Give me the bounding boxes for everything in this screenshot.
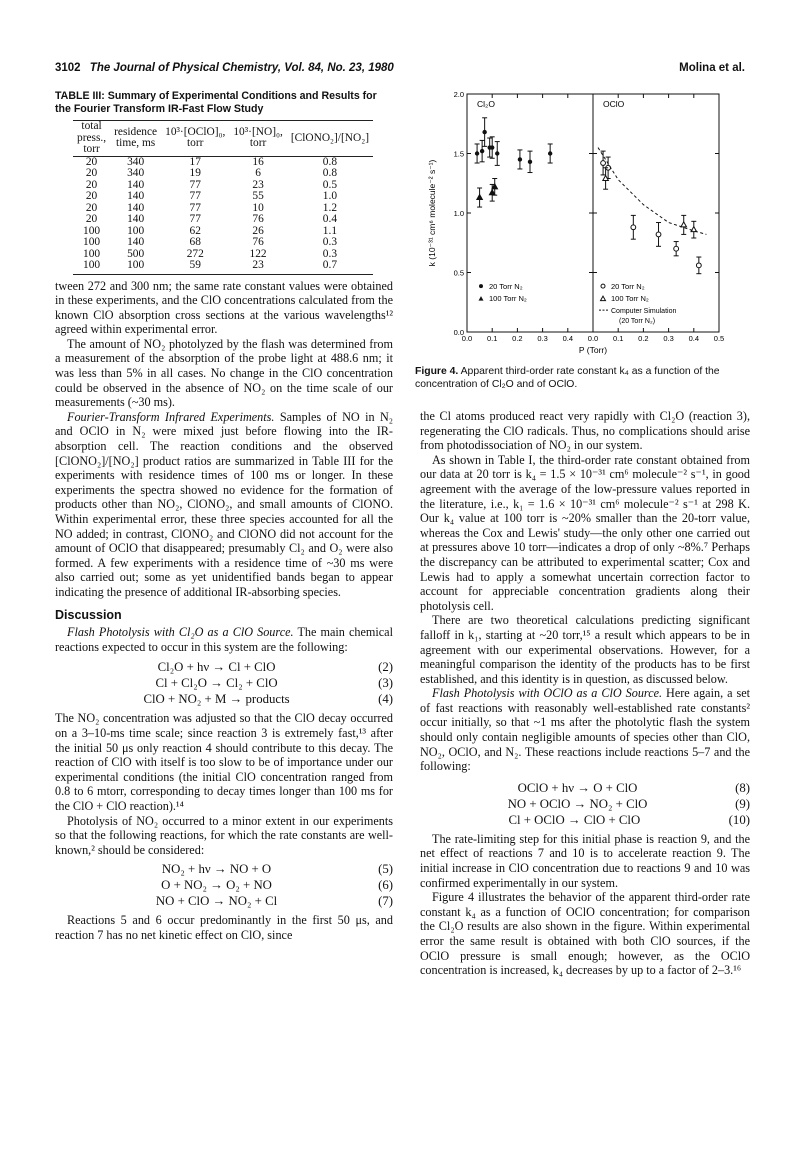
y-tick-label: 1.0 bbox=[453, 209, 464, 218]
paragraph: There are two theoretical calculations predicting significant falloff in k₁, starting at ~20 torr,¹⁵ a result which appears to be in agreement with our experimental observations. However, for a meaningful comparison the identity of the products has to be first established, and this identity is in question, as discussed below. bbox=[420, 613, 750, 686]
table-cell: 26 bbox=[252, 224, 264, 237]
table-cell: 20 bbox=[85, 201, 98, 214]
data-point bbox=[674, 246, 679, 251]
table-row bbox=[73, 191, 373, 203]
y-tick-label: 1.5 bbox=[453, 149, 464, 159]
table-cell: 1.2 bbox=[322, 201, 338, 214]
left-text bbox=[55, 279, 393, 943]
table-cell: 0.3 bbox=[322, 236, 338, 248]
table-cell: 23 bbox=[252, 178, 264, 191]
table-header: residence time, ms bbox=[114, 125, 158, 150]
data-point bbox=[495, 151, 499, 155]
equation: Cl + Cl₂O → Cl₂ + ClO (3) bbox=[155, 676, 393, 691]
table-cell: 68 bbox=[189, 236, 201, 248]
table-cell: 20 bbox=[85, 167, 98, 179]
paragraph: the Cl atoms produced react very rapidly with Cl₂O (reaction 3), regenerating the ClO radicals. Thus, no complications should arise from photodissociation of NO₂ in our system. bbox=[420, 409, 750, 453]
paragraph: Photolysis of NO₂ occurred to a minor extent in our experiments so that the following reactions, for which the rate constants are well-known,² should be considered: bbox=[55, 813, 393, 857]
table-row bbox=[73, 168, 373, 180]
x-axis-label: P (Torr) bbox=[578, 345, 608, 355]
section-heading: Discussion bbox=[55, 607, 122, 622]
simulation-curve bbox=[598, 148, 706, 235]
paragraph: The amount of NO₂ photolyzed by the flash was determined from a measurement of the absorption of the probe light at 488.6 nm; it was less than 5% in all cases. No change in the ClO concentration could be observed in the absence of NO₂ on the time scale of our measurements (~30 ms). bbox=[55, 336, 393, 410]
paragraph: Flash Photolysis with Cl₂O as a ClO Source. The main chemical reactions expected to occur in this system are the following: bbox=[55, 625, 393, 654]
legend-label: (20 Torr N₂) bbox=[619, 318, 656, 326]
table-header: 10³·[NO]₀, torr bbox=[233, 125, 283, 150]
equation: NO₂ + hν → NO + O (5) bbox=[161, 862, 393, 877]
table-cell: 55 bbox=[252, 190, 264, 202]
table-cell: 100 bbox=[127, 259, 145, 271]
x-tick-label: 0.2 bbox=[638, 334, 649, 343]
legend-marker bbox=[601, 296, 606, 301]
table-row bbox=[73, 214, 373, 226]
legend-label: 100 Torr N₂ bbox=[611, 294, 649, 304]
table-cell: 0.5 bbox=[322, 178, 338, 191]
table-cell: 20 bbox=[85, 190, 98, 202]
y-tick-label: 0.5 bbox=[453, 268, 464, 278]
table-cell: 10 bbox=[252, 201, 264, 214]
legend-marker bbox=[479, 296, 484, 301]
x-tick-label: 0.4 bbox=[688, 334, 700, 343]
legend-label: 100 Torr N₂ bbox=[489, 294, 527, 304]
table-cell: 20 bbox=[85, 155, 98, 168]
x-tick-label: 0.5 bbox=[713, 334, 725, 343]
legend-marker bbox=[479, 284, 483, 288]
table-cell: 0.7 bbox=[322, 259, 338, 271]
legend-marker bbox=[601, 284, 605, 288]
run-in-heading: Fourier-Transform Infrared Experiments. bbox=[67, 409, 275, 424]
table-cell: 140 bbox=[127, 178, 145, 191]
y-tick-label: 0.0 bbox=[453, 328, 464, 337]
right-text bbox=[420, 409, 750, 978]
table-cell: 20 bbox=[85, 178, 98, 191]
table-cell: 76 bbox=[252, 236, 264, 248]
equation: OClO + hν → O + ClO (8) bbox=[517, 780, 750, 795]
table-cell: 77 bbox=[189, 178, 201, 191]
running-authors: Molina et al. bbox=[679, 62, 745, 74]
data-point bbox=[482, 130, 486, 134]
table-header: 10³·[OClO]₀, torr bbox=[165, 125, 226, 150]
equation: Cl + OClO → ClO + ClO (10) bbox=[508, 812, 750, 827]
table-cell: 1.1 bbox=[322, 224, 338, 237]
table-cell: 19 bbox=[189, 167, 201, 179]
figure-caption: Figure 4. Apparent third-order rate constant k₄ as a function of the concentration of Cl₂O and of OClO. bbox=[415, 366, 720, 390]
table-cell: 76 bbox=[252, 213, 264, 225]
data-point bbox=[528, 160, 532, 164]
panel-title: OClO bbox=[603, 99, 625, 109]
paragraph: tween 272 and 300 nm; the same rate constant values were obtained in these experiments, and the ClO concentrations calculated from the known ClO absorption cross sections at the various wavelengths¹² agreed within experimental error. bbox=[55, 278, 393, 337]
legend-label: Computer Simulation bbox=[611, 308, 677, 316]
table-cell: 77 bbox=[189, 201, 201, 214]
legend-label: 20 Torr N₂ bbox=[611, 282, 645, 292]
paragraph: The rate-limiting step for this initial phase is reaction 9, and the net effect of reactions 7 and 10 is to accelerate reaction 9. The initial increase in ClO concentration due to reactions 9 and 10 was confirmed experimentally in our system. bbox=[420, 831, 750, 890]
data-point bbox=[518, 157, 522, 161]
x-tick-label: 0.4 bbox=[562, 334, 574, 343]
table-cell: 62 bbox=[189, 224, 201, 237]
page-header bbox=[55, 62, 745, 74]
panel-title: Cl₂O bbox=[477, 99, 495, 109]
table-cell: 0.8 bbox=[322, 155, 338, 168]
left-column bbox=[55, 90, 393, 942]
table-cell: 140 bbox=[127, 236, 145, 248]
table-cell: 140 bbox=[127, 201, 145, 214]
table-cell: 100 bbox=[83, 247, 101, 260]
table-cell: 20 bbox=[85, 213, 98, 225]
table-cell: 77 bbox=[189, 190, 201, 202]
table-cell: 23 bbox=[252, 259, 264, 271]
equation: O + NO₂ → O₂ + NO (6) bbox=[161, 878, 393, 893]
data-point bbox=[548, 151, 552, 155]
page-number: 3102 bbox=[55, 62, 81, 74]
table-cell: 0.3 bbox=[322, 247, 338, 260]
data-point bbox=[603, 175, 609, 180]
plot-frame bbox=[467, 94, 593, 332]
run-in-heading: Flash Photolysis with Cl₂O as a ClO Source. bbox=[67, 625, 294, 640]
paragraph: Flash Photolysis with OClO as a ClO Source. Here again, a set of fast reactions with reasonably well-established rate constants² occur initially, so that ~1 ms after the photolytic flash the system should only contain negligible amounts of species other than ClO, NO₂, OClO, and N₂. These reactions include reactions 5–7 and the following: bbox=[420, 686, 750, 774]
paragraph: As shown in Table I, the third-order rate constant obtained from our data at 20 torr is k₄ = 1.5 × 10⁻³¹ cm⁶ molecule⁻² s⁻¹, in good agreement with the average of the low-pressure values reported in the literature, i.e., k₁ = 1.6 × 10⁻³¹ cm⁶ molecule⁻² s⁻¹ at 298 K. Our k₄ value at 100 torr is ~20% smaller than the 20-torr value, whereas the Cox and Lewis' study—the only other one carried out at pressures above 10 torr—indicates a drop of only ~8%.⁷ Perhaps the discrepancy can be attributed to experimental scatter; Cox and Lewis had to apply a somewhat uncertain correction factor to account for appreciable concentration gradients along their photolysis cell. bbox=[420, 452, 750, 613]
equation: NO + ClO → NO₂ + Cl (7) bbox=[155, 894, 393, 909]
data-point bbox=[681, 222, 687, 227]
equation: Cl₂O + hν → Cl + ClO (2) bbox=[157, 660, 393, 675]
table-cell: 0.8 bbox=[322, 167, 338, 179]
y-tick-label: 2.0 bbox=[453, 90, 464, 99]
table-cell: 6 bbox=[255, 167, 261, 179]
equation: ClO + NO₂ + M → products (4) bbox=[143, 692, 393, 707]
x-tick-label: 0.0 bbox=[461, 334, 473, 343]
table-cell: 59 bbox=[189, 259, 201, 271]
data-point bbox=[490, 145, 494, 149]
table-cell: 100 bbox=[83, 259, 101, 271]
paragraph: Fourier-Transform Infrared Experiments. Samples of NO in N₂ and OClO in N₂ were mixed just before flowing into the IR-absorption cell. The reaction conditions and the observed [ClONO₂]/[NO₂] product ratios are summarized in Table III for the experiments with residence times of 100 ms or longer. In these experiments the spectra showed no evidence for the formation of products other than NO₂, ClONO₂, and small amounts of ClONO. Within experimental error, these three species accounted for all the NO added; in contrast, ClONO₂ and ClONO did not account for the amount of OClO that disappeared; presumably Cl₂ and O₂ were also formed. A few experiments with a residence time of ~30 ms were also carried out; some as yet unidentified bands began to appear indicating the presence of additional IR-absorbing species. bbox=[55, 409, 393, 599]
journal-title: The Journal of Physical Chemistry, Vol. 84, No. 23, 1980 bbox=[89, 62, 394, 74]
table-cell: 340 bbox=[127, 167, 145, 179]
x-tick-label: 0.1 bbox=[486, 334, 498, 343]
table-cell: 0.4 bbox=[322, 213, 338, 225]
table-header: total press., torr bbox=[77, 120, 107, 155]
paragraph: The NO₂ concentration was adjusted so that the ClO decay occurred on a 3–10-ms time scale; since reaction 3 is extremely fast,¹³ after the initial 50 μs only reaction 4 should contribute to this decay. The reaction of ClO with itself is too slow to be of importance under our experimental conditions (the initial ClO concentration ranged from 0.8 to 6 mtorr, corresponding to decay times longer than 100 ms for the ClO + ClO reaction).¹⁴ bbox=[55, 711, 393, 813]
table-cell: 100 bbox=[83, 224, 101, 237]
run-in-heading: Flash Photolysis with OClO as a ClO Source. bbox=[432, 686, 663, 701]
data-point bbox=[656, 232, 661, 237]
x-tick-label: 0.3 bbox=[537, 334, 548, 343]
table-cell: 500 bbox=[127, 247, 145, 260]
table-cell: 100 bbox=[127, 224, 145, 237]
table-row bbox=[73, 260, 373, 272]
table-cell: 17 bbox=[189, 155, 201, 168]
data-point bbox=[696, 263, 701, 268]
x-tick-label: 0.1 bbox=[612, 334, 624, 343]
table-cell: 1.0 bbox=[322, 190, 338, 202]
table-iii bbox=[73, 120, 373, 272]
table-cell: 340 bbox=[127, 155, 145, 168]
table-cell: 16 bbox=[252, 155, 264, 168]
data-point bbox=[480, 149, 484, 153]
figure-4-chart bbox=[415, 88, 750, 360]
table-cell: 272 bbox=[186, 247, 204, 260]
table-cell: 100 bbox=[83, 236, 101, 248]
paragraph: Reactions 5 and 6 occur predominantly in the first 50 μs, and reaction 7 has no net kinetic effect on ClO, since bbox=[55, 913, 393, 942]
figure-4 bbox=[415, 88, 750, 391]
table-cell: 140 bbox=[127, 213, 145, 225]
data-point bbox=[475, 151, 479, 155]
x-tick-label: 0.0 bbox=[587, 334, 599, 343]
data-point bbox=[601, 161, 606, 166]
equation: NO + OClO → NO₂ + ClO (9) bbox=[507, 796, 750, 811]
table-row bbox=[73, 237, 373, 249]
table-header: [ClONO₂]/[NO₂] bbox=[290, 131, 369, 144]
y-axis-label: k (10⁻³¹ cm⁶ molecule⁻² s⁻¹) bbox=[427, 159, 437, 267]
legend-label: 20 Torr N₂ bbox=[489, 282, 523, 292]
data-point bbox=[631, 225, 636, 230]
paragraph: Figure 4 illustrates the behavior of the apparent third-order rate constant k₄ as a function of OClO concentration; for comparison the Cl₂O results are also shown in the figure. Within experimental error the same result is obtained with both ClO sources, if the OClO pressure is small enough; however, as the OClO concentration is increased, k₄ decreases by up to a factor of 2–3.¹⁶ bbox=[420, 890, 750, 978]
x-tick-label: 0.2 bbox=[512, 334, 523, 343]
table-cell: 122 bbox=[249, 247, 267, 260]
data-point bbox=[477, 195, 483, 200]
table-cell: 77 bbox=[189, 213, 201, 225]
table-caption: TABLE III: Summary of Experimental Conditions and Results for the Fourier Transform IR-Fast Flow Study bbox=[55, 90, 377, 115]
table-cell: 140 bbox=[127, 190, 145, 202]
x-tick-label: 0.3 bbox=[663, 334, 674, 343]
data-point bbox=[489, 190, 495, 195]
